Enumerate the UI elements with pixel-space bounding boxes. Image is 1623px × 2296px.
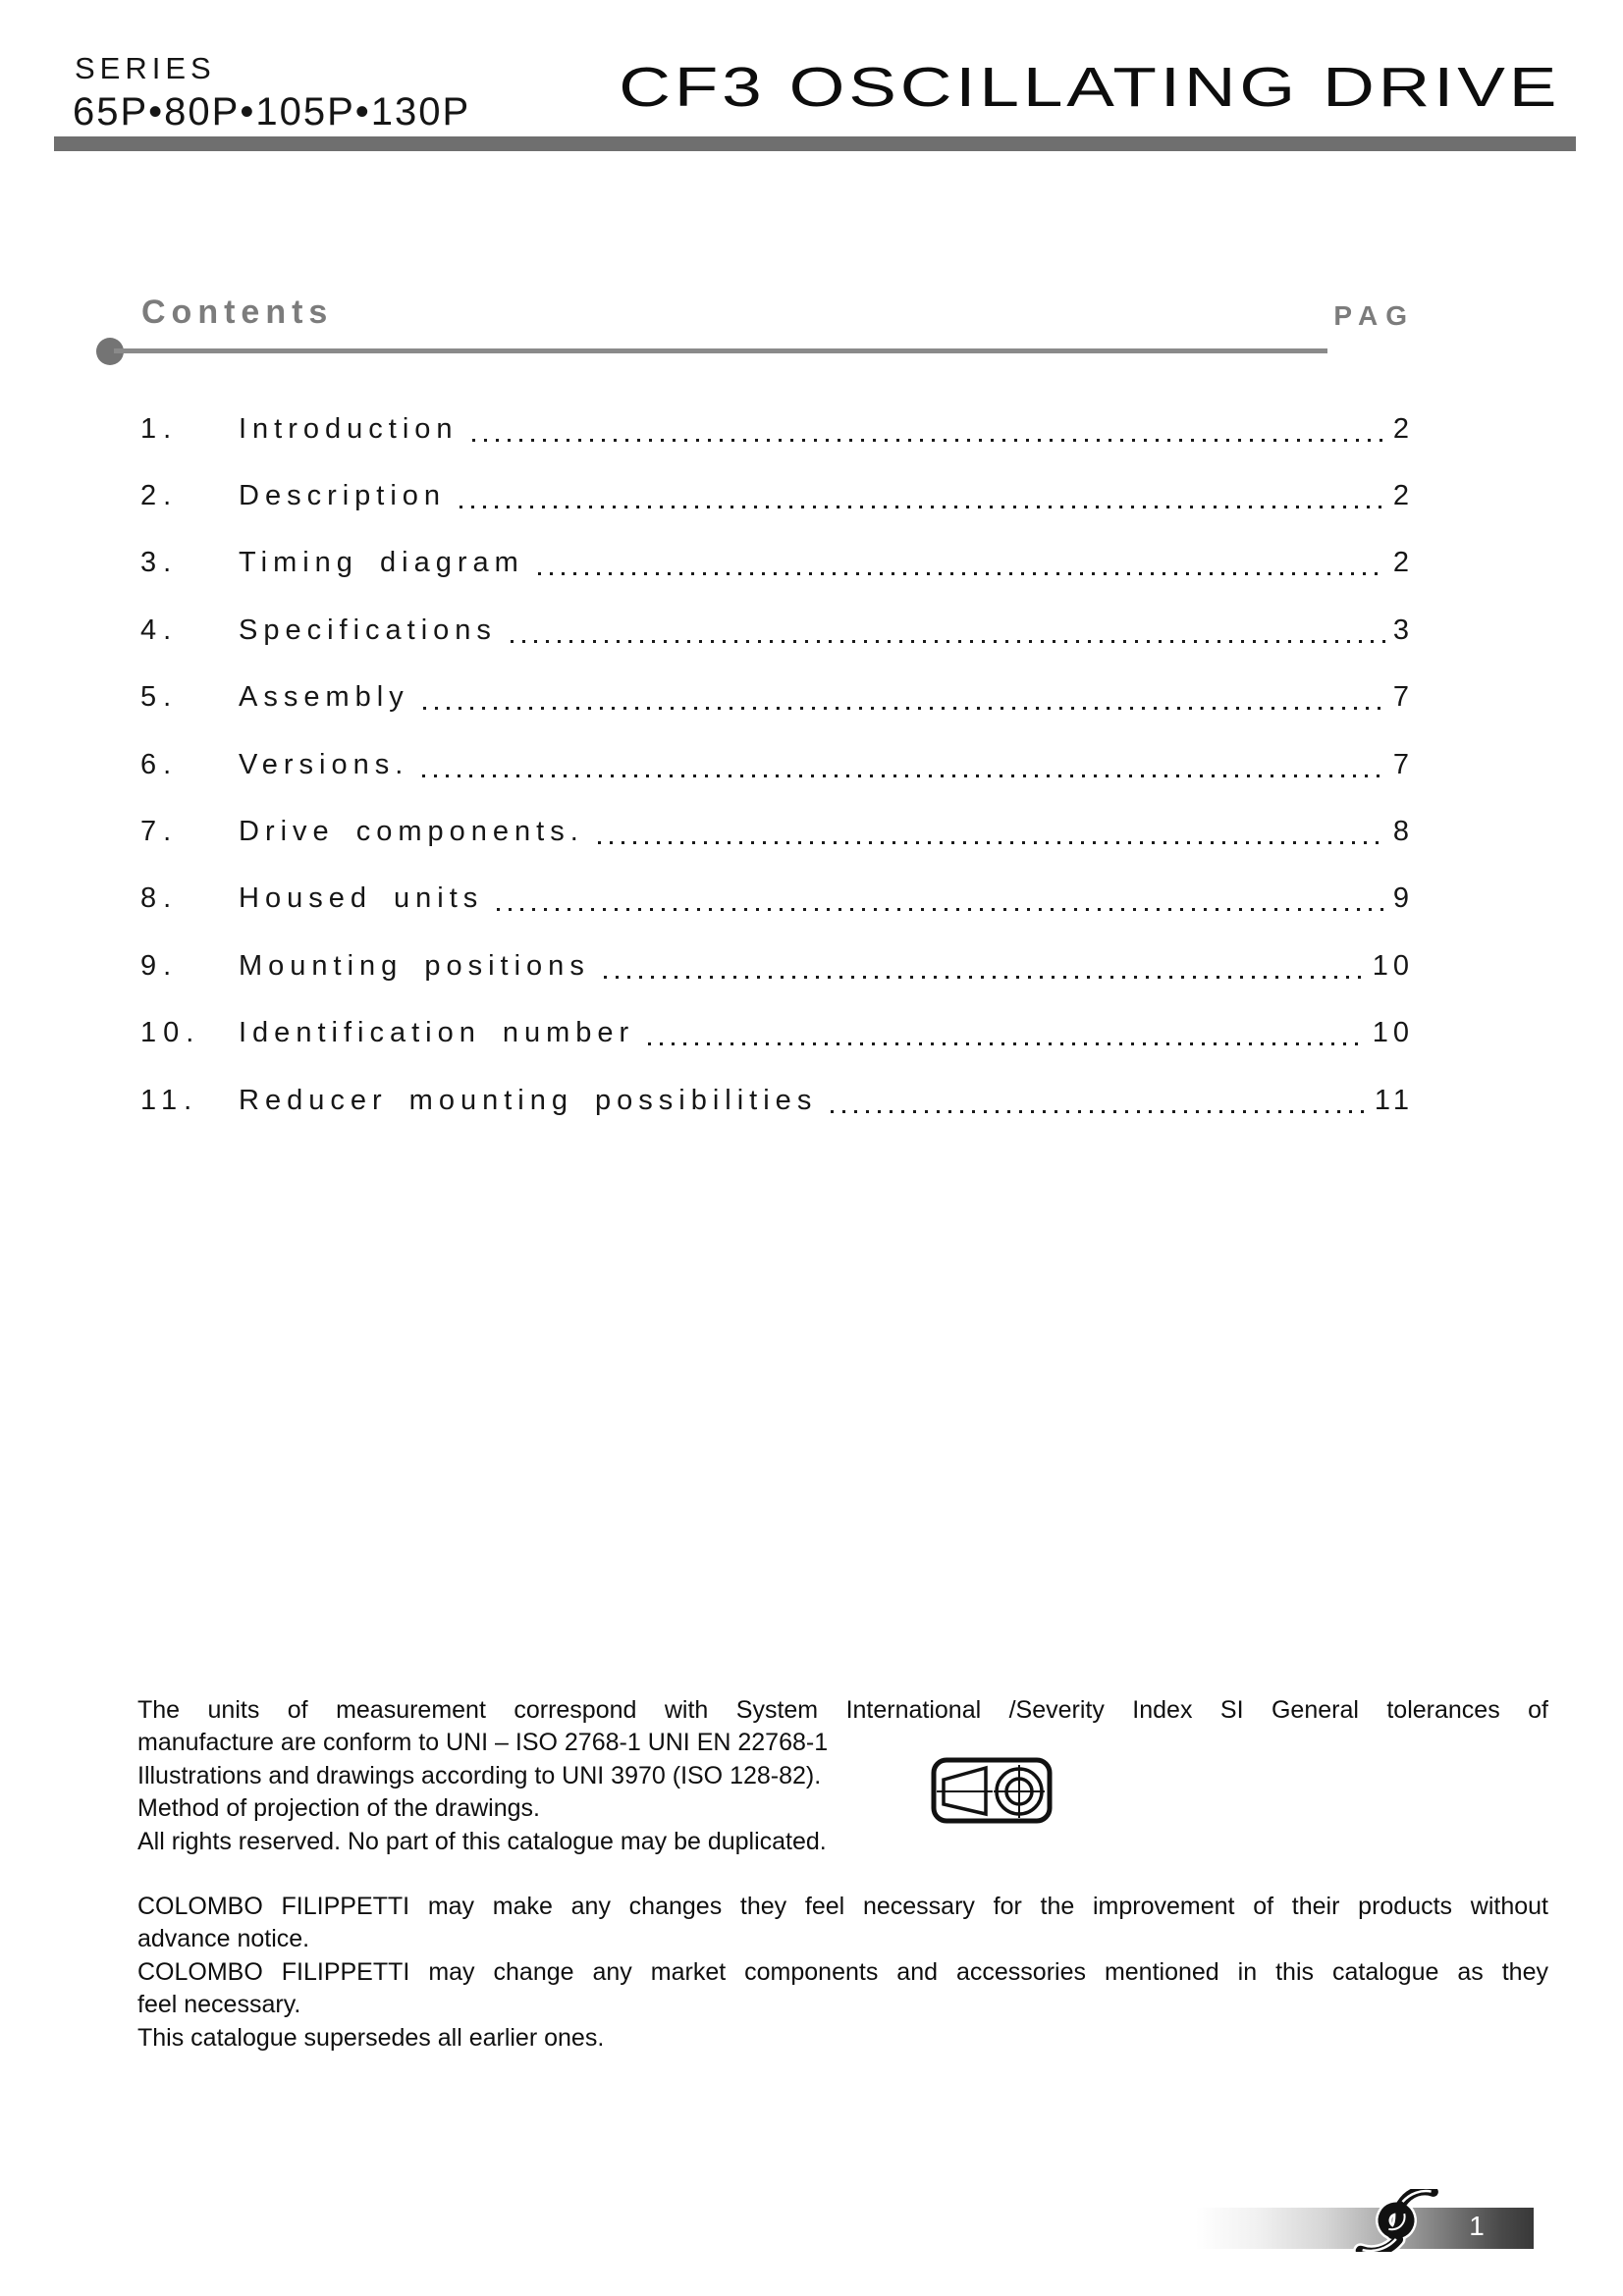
toc-entry-page: 2 [1392,412,1414,445]
page-column-label: PAG [1333,300,1415,331]
toc-row [140,665,1414,731]
toc-leader-dots [497,908,1385,911]
note-line: advance notice. [137,1925,310,1953]
contents-heading: Contents [141,294,334,331]
toc-entry-page: 9 [1392,882,1414,915]
colombo-filippetti-logo [1347,2189,1445,2252]
toc-entry-number: 10. [140,1017,201,1049]
toc-row [140,798,1414,865]
toc-entry-number: 1. [140,412,179,445]
note-line: This catalogue supersedes all earlier ones. [137,2023,605,2052]
toc-row [140,530,1414,597]
toc-entry-page: 11 [1374,1084,1414,1116]
toc-leader-dots [604,976,1365,979]
toc-entry-page: 10 [1372,1017,1414,1049]
toc-entry-number: 2. [140,480,179,512]
toc-entry-title: Identification number [239,1017,635,1049]
copyright-note-paragraph [137,1891,1548,2055]
toc-entry-page: 3 [1392,614,1414,646]
note-line: COLOMBO FILIPPETTI may make any changes they feel necessary for the improvement of their products without [137,1893,1548,1920]
toc-entry-title: Reducer mounting possibilities [239,1084,818,1116]
toc-entry-number: 6. [140,748,179,780]
toc-entry-title: Description [239,480,447,512]
series-label: SERIES [75,51,216,85]
toc-entry-page: 7 [1392,748,1414,780]
toc-entry-page: 10 [1372,949,1414,982]
toc-entry-number: 7. [140,816,179,848]
toc-entry-number: 5. [140,681,179,714]
series-models: 65P•80P•105P•130P [73,90,471,133]
note-line: Illustrations and drawings according to UNI 3970 (ISO 128-82). [137,1761,822,1789]
toc-entry-title: Versions. [239,748,409,780]
toc-leader-dots [648,1042,1365,1045]
toc-entry-title: Mounting positions [239,949,590,982]
toc-entry-title: Housed units [239,882,484,915]
toc-row [140,866,1414,933]
note-line: The units of measurement correspond with System International /Severity Index SI General tolerances of [137,1696,1548,1724]
toc-row [140,597,1414,664]
note-line: Method of projection of the drawings. [137,1794,540,1823]
toc-row [140,731,1414,798]
page-number: 1 [1469,2211,1485,2241]
toc-entry-page: 2 [1392,547,1414,579]
standards-note-paragraph [137,1694,1548,1858]
toc-entry-number: 3. [140,547,179,579]
toc-row [140,396,1414,462]
toc-entry-page: 7 [1392,681,1414,714]
toc-row [140,933,1414,999]
contents-rule [114,348,1327,353]
header-rule-bar [54,136,1576,151]
toc-entry-number: 9. [140,949,179,982]
toc-entry-title: Specifications [239,614,497,646]
toc-entry-number: 8. [140,882,179,915]
note-line: manufacture are conform to UNI – ISO 2768-1 UNI EN 22768-1 [137,1729,829,1757]
note-line: All rights reserved. No part of this catalogue may be duplicated. [137,1827,827,1855]
page-title: CF3 OSCILLATING DRIVE [618,56,1560,119]
toc-leader-dots [831,1110,1367,1113]
toc-leader-dots [460,506,1385,508]
toc-entry-title: Assembly [239,681,409,714]
note-line: feel necessary. [137,1991,301,2019]
table-of-contents [140,396,1414,1134]
toc-row [140,1067,1414,1134]
first-angle-projection-icon [931,1757,1053,1824]
toc-entry-number: 11. [140,1084,199,1116]
toc-leader-dots [538,572,1385,575]
toc-row [140,1000,1414,1067]
note-line: COLOMBO FILIPPETTI may change any market components and accessories mentioned in this catalogue as they [137,1957,1548,1986]
toc-leader-dots [423,707,1385,710]
toc-entry-page: 8 [1392,816,1414,848]
toc-row [140,462,1414,529]
toc-leader-dots [598,841,1385,844]
toc-leader-dots [511,640,1385,643]
toc-leader-dots [472,439,1385,442]
toc-entry-title: Drive components. [239,816,584,848]
toc-entry-title: Introduction [239,412,459,445]
toc-leader-dots [422,774,1385,777]
toc-entry-title: Timing diagram [239,547,524,579]
toc-entry-page: 2 [1392,480,1414,512]
toc-entry-number: 4. [140,614,179,646]
